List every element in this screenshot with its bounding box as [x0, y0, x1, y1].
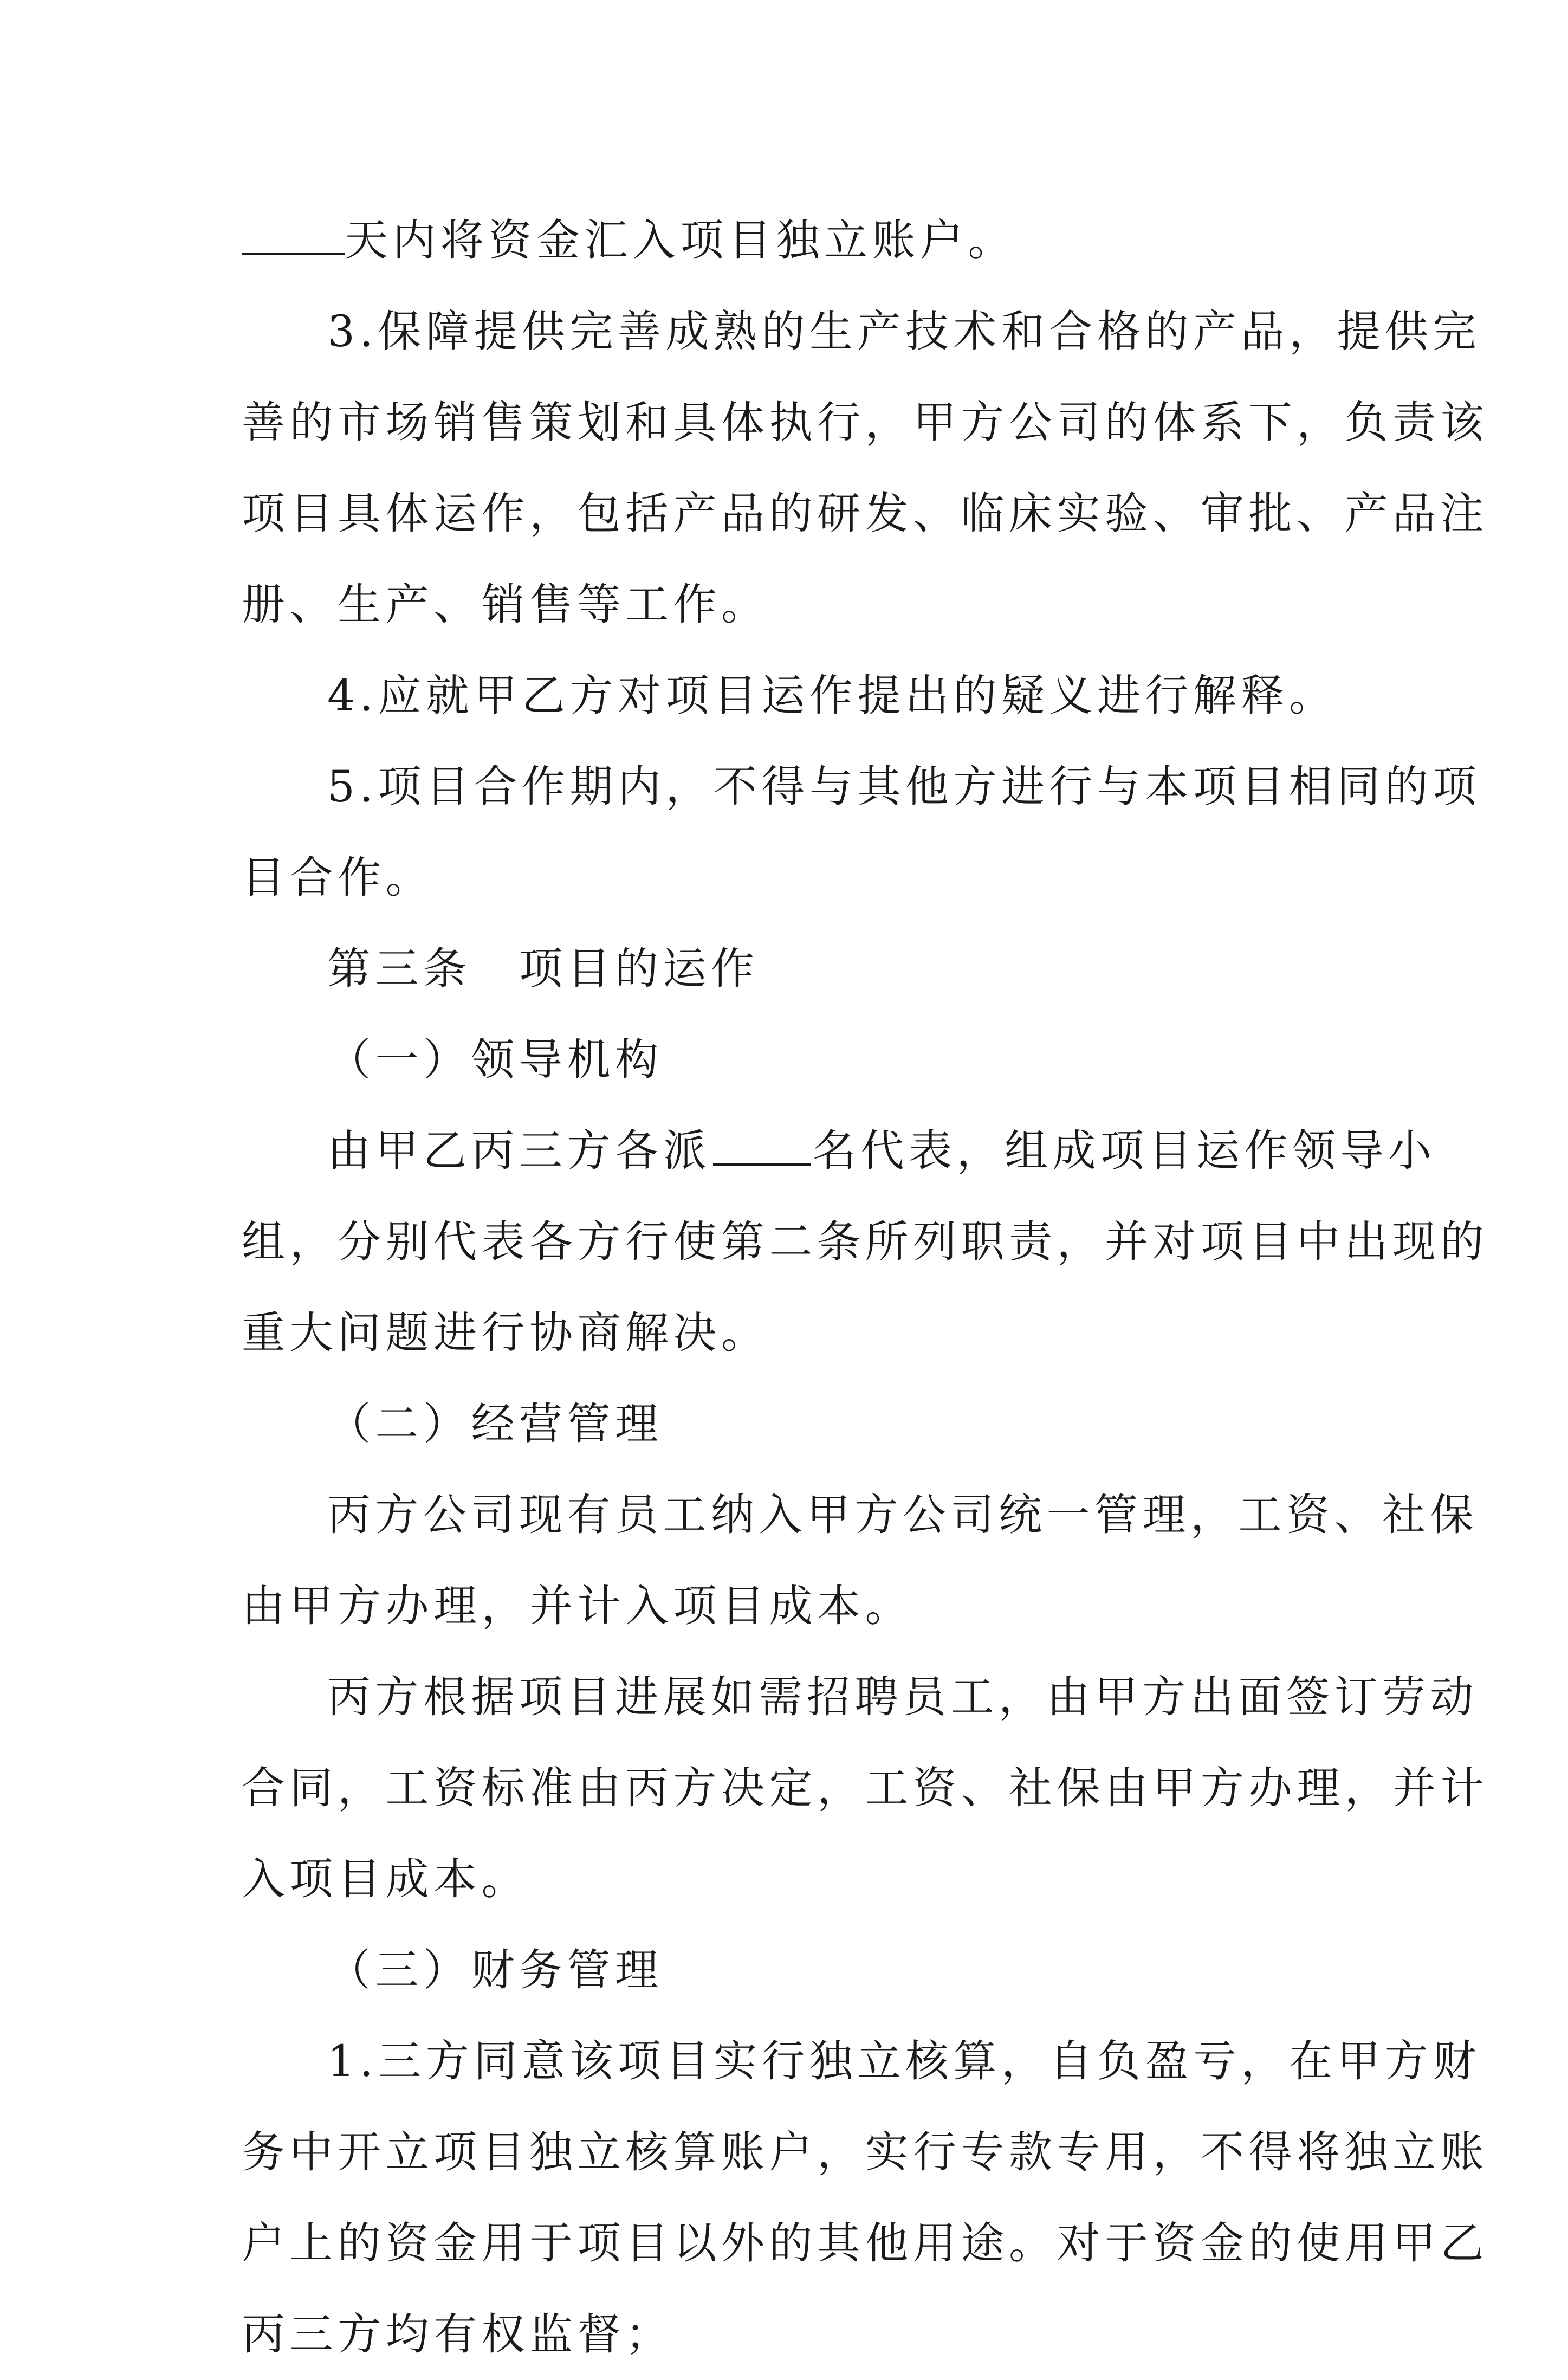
text-line: [242, 377, 1488, 468]
text-line: [242, 2289, 1342, 2380]
line-text: 善的市场销售策划和具体执行，甲方公司的体系下，负责该: [242, 397, 1488, 448]
line-text: 4.应就甲乙方对项目运作提出的疑义进行解释。: [327, 670, 1337, 721]
line-text: 名代表，组成项目运作领导小: [813, 1126, 1436, 1176]
text-line: [242, 1834, 1342, 1925]
text-line: [242, 1470, 1478, 1561]
line-text: 入项目成本。: [242, 1854, 529, 1904]
text-line: [242, 559, 1342, 650]
heading-text: 第三条 项目的运作: [327, 943, 759, 994]
subsection-heading: [242, 1925, 1342, 2016]
line-text: 合同，工资标准由丙方决定，工资、社保由甲方办理，并计: [242, 1763, 1488, 1813]
section-heading: [242, 923, 1342, 1014]
fill-in-blank: [713, 1126, 811, 1166]
text-line: [242, 1197, 1488, 1288]
line-text: 组，分别代表各方行使第二条所列职责，并对项目中出现的: [242, 1217, 1488, 1267]
text-line: [242, 832, 1342, 923]
text-line: [242, 1743, 1488, 1834]
heading-text: （二）经营管理: [327, 1399, 663, 1449]
text-line: [242, 468, 1488, 559]
text-line: [242, 1561, 1342, 1652]
line-text: 册、生产、销售等工作。: [242, 579, 769, 630]
line-text: 户上的资金用于项目以外的其他用途。对于资金的使用甲乙: [242, 2218, 1488, 2268]
document-body: [242, 195, 1488, 2380]
text-line: [242, 195, 1342, 286]
text-line: [242, 741, 1481, 832]
line-text: 项目具体运作，包括产品的研发、临床实验、审批、产品注: [242, 488, 1488, 539]
line-text: 丙方公司现有员工纳入甲方公司统一管理，工资、社保: [327, 1490, 1478, 1540]
line-text: 3.保障提供完善成熟的生产技术和合格的产品，提供完: [327, 306, 1481, 357]
fill-in-blank: [242, 215, 345, 255]
subsection-heading: [242, 1379, 1342, 1470]
text-line: [242, 2107, 1488, 2198]
text-line: [242, 1652, 1478, 1743]
line-text: 由甲乙丙三方各派: [327, 1126, 711, 1176]
line-text: 务中开立项目独立核算账户，实行专款专用，不得将独立账: [242, 2127, 1488, 2177]
line-text: 1.三方同意该项目实行独立核算，自负盈亏，在甲方财: [327, 2036, 1481, 2086]
line-text: 由甲方办理，并计入项目成本。: [242, 1581, 913, 1631]
text-line: [242, 2016, 1481, 2107]
text-line: [242, 1288, 1342, 1379]
text-line: [242, 650, 1342, 741]
heading-text: （三）财务管理: [327, 1945, 663, 1995]
line-text: 目合作。: [242, 852, 433, 903]
text-line: [242, 2198, 1488, 2289]
line-text: 5.项目合作期内，不得与其他方进行与本项目相同的项: [327, 761, 1481, 812]
heading-text: （一）领导机构: [327, 1034, 663, 1085]
subsection-heading: [242, 1014, 1342, 1105]
line-text: 丙三方均有权监督；: [242, 2309, 673, 2359]
line-text: 天内将资金汇入项目独立账户。: [345, 215, 1016, 266]
line-text: 重大问题进行协商解决。: [242, 1308, 769, 1358]
line-text: 丙方根据项目进展如需招聘员工，由甲方出面签订劳动: [327, 1672, 1478, 1722]
text-line: [242, 286, 1481, 377]
text-line: [242, 1105, 1436, 1197]
